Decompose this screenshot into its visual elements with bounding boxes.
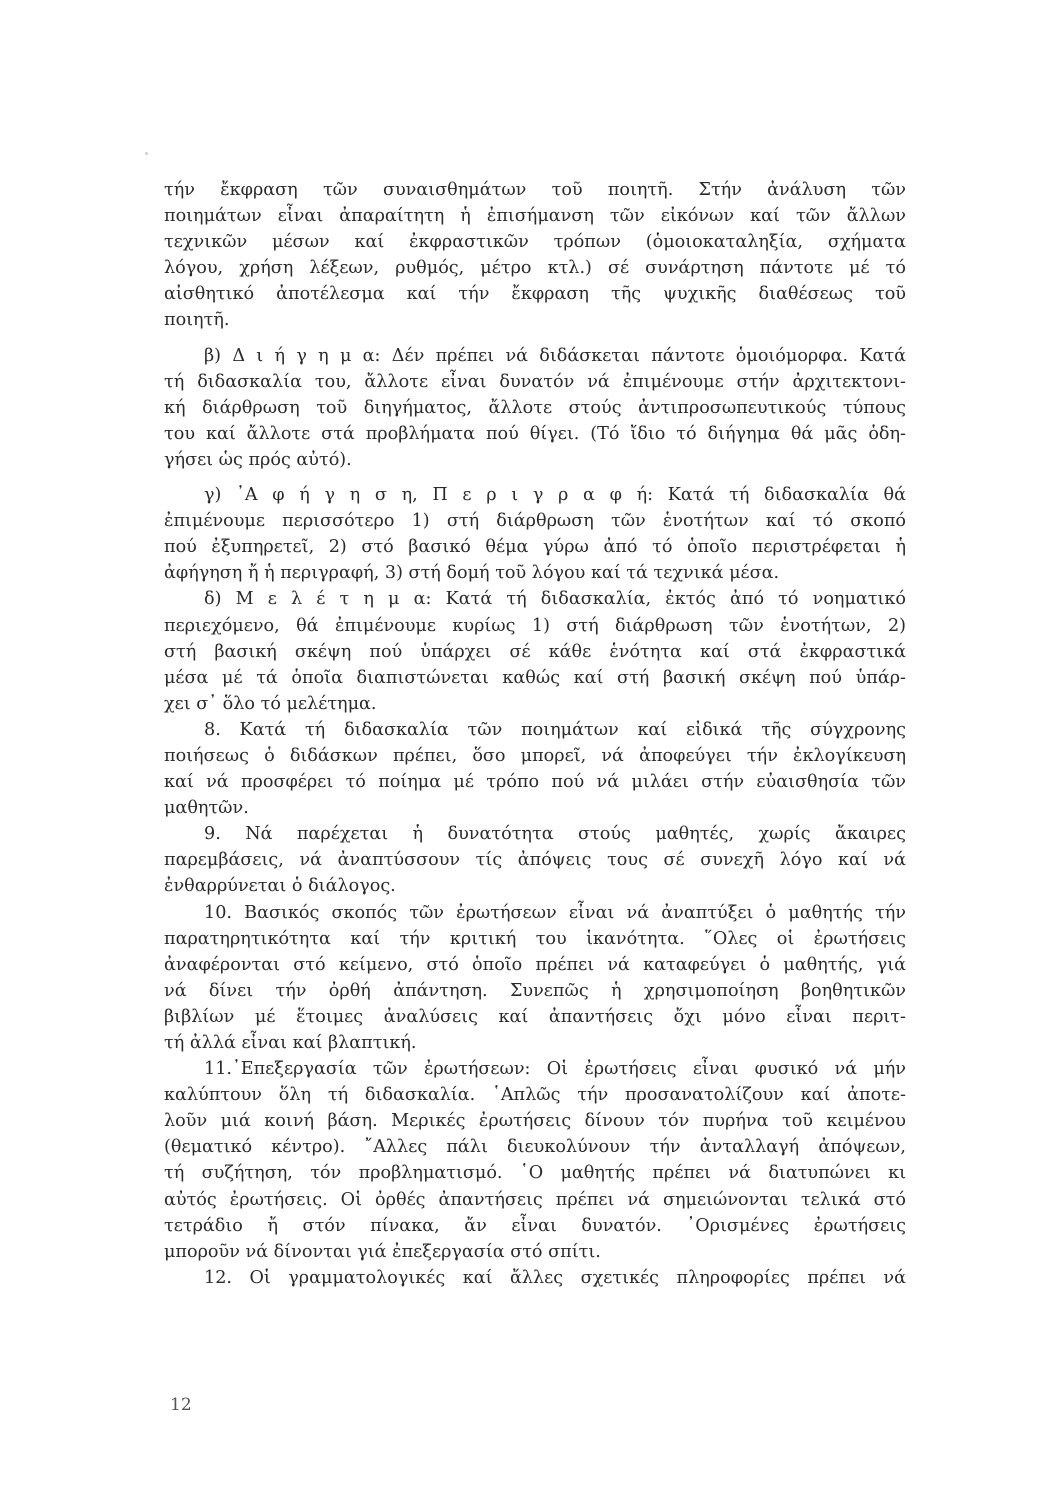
text-line: περιεχόμενο, θά ἐπιμένουμε κυρίως 1) στή διάρθρωση τῶν ἑνοτήτων, 2) bbox=[164, 615, 906, 636]
text-line: τή διδασκαλία του, ἄλλοτε εἶναι δυνατόν νά ἐπιμένουμε στήν ἀρχιτεκτονι- bbox=[164, 371, 906, 392]
text-line: τή ἀλλά εἶναι καί βλαπτική. bbox=[164, 1033, 417, 1053]
text-line: λοῦν μιά κοινή βάση. Μερικές ἐρωτήσεις δίνουν τόν πυρήνα τοῦ κειμένου bbox=[164, 1111, 906, 1132]
page-number: 12 bbox=[170, 1395, 192, 1415]
text-line: ποιήσεως ὁ διδάσκων πρέπει, ὅσο μπορεῖ, νά ἀποφεύγει τήν ἐκλογίκευση bbox=[164, 745, 906, 766]
text-line: 8. Κατά τή διδασκαλία τῶν ποιημάτων καί εἰδικά τῆς σύγχρονης bbox=[204, 719, 906, 740]
text-line: νά δίνει τήν ὀρθή ἀπάντηση. Συνεπῶς ἡ χρησιμοποίηση βοηθητικῶν bbox=[164, 980, 906, 1001]
text-line: κή διάρθρωση τοῦ διηγήματος, ἄλλοτε στούς ἀντιπροσωπευτικούς τύπους bbox=[164, 397, 906, 418]
text-line: παρεμβάσεις, νά ἀναπτύσσουν τίς ἀπόψεις τους σέ συνεχῆ λόγο καί νά bbox=[164, 850, 906, 871]
text-line: ἐπιμένουμε περισσότερο 1) στή διάρθρωση τῶν ἑνοτήτων καί τό σκοπό bbox=[164, 511, 906, 532]
text-line: παρατηρητικότητα καί τήν κριτική του ἱκανότητα. ῞Ολες οἱ ἐρωτήσεις bbox=[164, 928, 906, 949]
text-line: του καί ἄλλοτε στά προβλήματα πού θίγει. (Τό ἴδιο τό διήγημα θά μᾶς ὁδη- bbox=[164, 423, 906, 444]
text-line: ποιητῆ. bbox=[164, 310, 230, 331]
text-line: 9. Νά παρέχεται ἡ δυνατότητα στούς μαθητές, χωρίς ἄκαιρες bbox=[204, 824, 906, 845]
text-line: 10. Βασικός σκοπός τῶν ἐρωτήσεων εἶναι νά ἀναπτύξει ὁ μαθητής τήν bbox=[204, 902, 906, 923]
text-line: τεχνικῶν μέσων καί ἐκφραστικῶν τρόπων (ὁμοιοκαταληξία, σχήματα bbox=[164, 232, 906, 253]
text-line: αὐτός ἐρωτήσεις. Οἱ ὀρθές ἀπαντήσεις πρέπει νά σημειώνονται τελικά στό bbox=[164, 1189, 906, 1210]
paper-speck bbox=[145, 152, 148, 155]
paragraph-gap bbox=[164, 334, 906, 343]
text-line: β) Δ ι ή γ η μ α: Δέν πρέπει νά διδάσκεται πάντοτε ὁμοιόμορφα. Κατά bbox=[204, 345, 906, 366]
text-line: γ) ᾿Α φ ή γ η σ η, Π ε ρ ι γ ρ α φ ή: Κατά τή διδασκαλία θά bbox=[204, 485, 906, 506]
body-text bbox=[164, 177, 906, 1291]
text-line: τετράδιο ἤ στόν πίνακα, ἄν εἶναι δυνατόν. ᾿Ορισμένες ἐρωτήσεις bbox=[164, 1215, 906, 1236]
text-line: αἰσθητικό ἀποτέλεσμα καί τήν ἔκφραση τῆς ψυχικῆς διαθέσεως τοῦ bbox=[164, 284, 906, 305]
text-line: λόγου, χρήση λέξεων, ρυθμός, μέτρο κτλ.) σέ συνάρτηση πάντοτε μέ τό bbox=[164, 258, 906, 279]
text-line: μαθητῶν. bbox=[164, 798, 249, 819]
text-line: πού ἐξυπηρετεῖ, 2) στό βασικό θέμα γύρω ἀπό τό ὁποῖο περιστρέφεται ἡ bbox=[164, 537, 906, 558]
text-line: δ) Μ ε λ έ τ η μ α: Κατά τή διδασκαλία, ἐκτός ἀπό τό νοηματικό bbox=[204, 589, 906, 610]
text-line: γήσει ὡς πρός αὐτό). bbox=[164, 449, 352, 470]
text-line: ἐνθαρρύνεται ὁ διάλογος. bbox=[164, 876, 396, 897]
text-line: καλύπτουν ὅλη τή διδασκαλία. ῾Απλῶς τήν προσανατολίζουν καί ἀποτε- bbox=[164, 1085, 906, 1106]
text-line: μποροῦν νά δίνονται γιά ἐπεξεργασία στό σπίτι. bbox=[164, 1241, 601, 1262]
text-line: χει σ᾿ ὅλο τό μελέτημα. bbox=[164, 693, 377, 714]
text-line: μέσα μέ τά ὁποῖα διαπιστώνεται καθώς καί στή βασική σκέψη πού ὑπάρ- bbox=[164, 667, 906, 688]
text-line: 11.᾿Επεξεργασία τῶν ἐρωτήσεων: Οἱ ἐρωτήσεις εἶναι φυσικό νά μήν bbox=[204, 1059, 906, 1080]
text-line: καί νά προσφέρει τό ποίημα μέ τρόπο πού νά μιλάει στήν εὐαισθησία τῶν bbox=[164, 772, 906, 793]
text-line: ποιημάτων εἶναι ἀπαραίτητη ἡ ἐπισήμανση τῶν εἰκόνων καί τῶν ἄλλων bbox=[164, 206, 906, 227]
text-line: βιβλίων μέ ἕτοιμες ἀναλύσεις καί ἀπαντήσεις ὄχι μόνο εἶναι περιτ- bbox=[164, 1006, 906, 1027]
paragraph-gap bbox=[164, 473, 906, 482]
text-line: τήν ἔκφραση τῶν συναισθημάτων τοῦ ποιητῆ. Στήν ἀνάλυση τῶν bbox=[164, 180, 906, 200]
text-line: (θεματικό κέντρο). ῎Αλλες πάλι διευκολύνουν τήν ἀνταλλαγή ἀπόψεων, bbox=[164, 1137, 906, 1158]
text-line: 12. Οἱ γραμματολογικές καί ἄλλες σχετικές πληροφορίες πρέπει νά bbox=[204, 1267, 906, 1288]
text-line: ἀναφέρονται στό κείμενο, στό ὁποῖο πρέπει νά καταφεύγει ὁ μαθητής, γιά bbox=[164, 954, 906, 975]
text-line: ἀφήγηση ἤ ἡ περιγραφή, 3) στή δομή τοῦ λόγου καί τά τεχνικά μέσα. bbox=[164, 563, 780, 584]
text-line: στή βασική σκέψη πού ὑπάρχει σέ κάθε ἑνότητα καί στά ἐκφραστικά bbox=[164, 641, 906, 662]
text-line: τή συζήτηση, τόν προβληματισμό. ῾Ο μαθητής πρέπει νά διατυπώνει κι bbox=[164, 1163, 906, 1184]
